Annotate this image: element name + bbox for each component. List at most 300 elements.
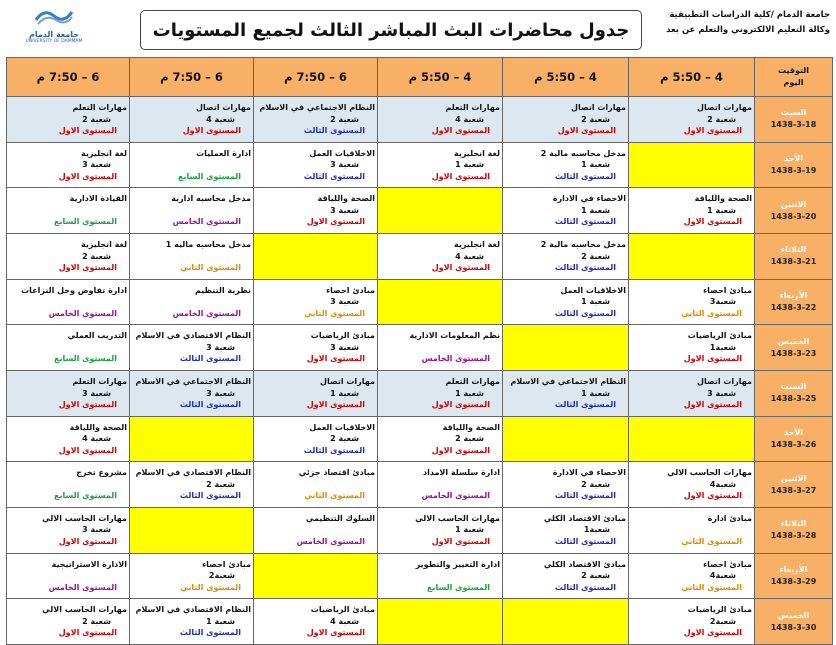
level-label: المستوى الاول	[683, 126, 742, 136]
day-date: 1438-3-27	[770, 485, 817, 495]
table-row	[7, 279, 833, 325]
day-date: 1438-3-23	[770, 348, 817, 358]
lecture-cell	[7, 97, 130, 143]
day-date: 1438-3-29	[770, 576, 817, 586]
corner-header	[755, 58, 833, 97]
level-label: المستوى الاول	[431, 445, 490, 455]
course-name: السلوك التنظيمي	[305, 513, 375, 523]
corner-time-label: التوقيت	[778, 66, 809, 75]
course-name: الادارة الاستراتيجية	[51, 559, 127, 569]
lecture-cell	[130, 553, 254, 599]
day-cell	[755, 233, 833, 279]
course-name: مهارات اتصال	[571, 103, 626, 113]
empty-slot	[503, 416, 629, 462]
lecture-cell	[503, 553, 629, 599]
level-label: المستوى الاول	[683, 217, 742, 227]
time-header: 6 – 7:50 م	[7, 58, 130, 97]
section-number	[9, 479, 127, 491]
level-label: المستوى الثالث	[554, 536, 616, 546]
level-label: المستوى الخامس	[48, 582, 117, 592]
level-label: المستوى الخامس	[48, 308, 117, 318]
day-name: الأربعاء	[779, 564, 808, 574]
course-name: ادارة سلسلة الامداد	[423, 468, 500, 478]
table-row	[7, 599, 833, 645]
lecture-cell	[7, 142, 130, 188]
time-header: 6 – 7:50 م	[254, 58, 378, 97]
lecture-cell	[629, 325, 755, 371]
course-name: مبادئ الرياضيات	[310, 331, 375, 341]
course-name: نظرية التنظيم	[194, 285, 251, 295]
day-cell	[755, 462, 833, 508]
level-label: المستوى الثالث	[554, 217, 616, 227]
lecture-cell	[503, 279, 629, 325]
level-label: المستوى الثاني	[681, 308, 742, 318]
lecture-cell	[629, 188, 755, 234]
course-name: الصحة واللياقة	[69, 422, 127, 432]
course-name: مدخل محاسبه ماليه 1	[165, 240, 251, 250]
lecture-cell	[7, 462, 130, 508]
lecture-cell	[503, 188, 629, 234]
level-label: المستوى الاول	[306, 628, 365, 638]
section-number: شعبة 2	[707, 114, 736, 124]
course-name: لغة انجليزية	[80, 240, 127, 250]
level-label: المستوى الثالث	[554, 171, 616, 181]
logo-wave-icon	[34, 6, 74, 26]
day-name: الثلاثاء	[780, 245, 807, 255]
course-name: مدخل محاسبه مالية 2	[540, 148, 626, 158]
course-name: مبادئ احصاء	[326, 285, 375, 295]
day-name: الأربعاء	[779, 290, 808, 300]
time-header: 4 – 5:50 م	[503, 58, 629, 97]
course-name: النظام الاجتماعي في الاسلام	[259, 103, 375, 113]
logo-text: جامعة الدمام	[28, 30, 80, 39]
section-number: شعبة 2	[330, 434, 359, 444]
level-label: المستوى الاول	[58, 126, 117, 136]
table-row	[7, 553, 833, 599]
lecture-cell	[378, 462, 503, 508]
level-label: المستوى الاول	[431, 536, 490, 546]
lecture-cell	[629, 370, 755, 416]
section-number: شعبة 1	[455, 388, 484, 398]
lecture-cell	[7, 507, 130, 553]
section-number: شعبة4	[709, 479, 736, 489]
level-label: المستوى الثالث	[554, 308, 616, 318]
course-name: مهارات اتصال	[697, 103, 752, 113]
course-name: مهارات التعلم	[72, 377, 127, 387]
level-label: المستوى الخامس	[421, 354, 490, 364]
lecture-cell	[130, 325, 254, 371]
section-number: شعبة 3	[82, 525, 111, 535]
level-label: المستوى الثاني	[304, 491, 365, 501]
institution-line-1: جامعة الدمام /كلية الدراسات التطبيقية	[669, 10, 830, 20]
course-name: مدخل محاسبه مالية 2	[540, 240, 626, 250]
lecture-cell	[629, 507, 755, 553]
day-cell	[755, 279, 833, 325]
empty-slot	[629, 416, 755, 462]
lecture-cell	[130, 370, 254, 416]
section-number	[380, 479, 500, 491]
lecture-cell	[254, 370, 378, 416]
section-number: شعبة 4	[82, 434, 111, 444]
university-logo	[18, 6, 90, 46]
section-number: شعبة 2	[455, 434, 484, 444]
section-number: شعبة 4	[455, 251, 484, 261]
level-label: المستوى الثاني	[304, 308, 365, 318]
course-name: لغة انجليزية	[80, 148, 127, 158]
lecture-cell	[254, 462, 378, 508]
course-name: مهارات اتصال	[697, 377, 752, 387]
lecture-cell	[629, 553, 755, 599]
empty-slot	[629, 233, 755, 279]
course-name: مهارات الحاسب الالي	[415, 513, 500, 523]
course-name: مهارات اتصال	[196, 103, 251, 113]
level-label: المستوى الاول	[58, 628, 117, 638]
level-label: المستوى الثالث	[303, 126, 365, 136]
corner-day-label: اليوم	[783, 78, 804, 87]
section-number: شعبة 2	[82, 114, 111, 124]
lecture-cell	[254, 97, 378, 143]
level-label: المستوى السابع	[53, 217, 117, 227]
section-number: شعبة1	[709, 342, 736, 352]
table-row	[7, 416, 833, 462]
lecture-cell	[503, 233, 629, 279]
level-label: المستوى الاول	[58, 400, 117, 410]
level-label: المستوى الخامس	[296, 536, 365, 546]
lecture-cell	[130, 462, 254, 508]
level-label: المستوى الاول	[683, 491, 742, 501]
lecture-cell	[7, 370, 130, 416]
section-number	[9, 342, 127, 354]
section-number: شعبة 1	[581, 160, 610, 170]
course-name: الاحصاء في الادارة	[552, 194, 626, 204]
section-number	[380, 570, 500, 582]
day-date: 1438-3-22	[770, 302, 817, 312]
lecture-cell	[130, 142, 254, 188]
section-number: شعبة 3	[330, 342, 359, 352]
lecture-cell	[254, 325, 378, 371]
empty-slot	[254, 553, 378, 599]
lecture-cell	[378, 325, 503, 371]
section-number: شعبة 2	[82, 251, 111, 261]
empty-slot	[503, 599, 629, 645]
day-name: الخميس	[777, 610, 810, 620]
empty-slot	[503, 325, 629, 371]
section-number	[132, 296, 251, 308]
section-number: شعبة3	[709, 297, 736, 307]
course-name: ادارة تفاوض وحل النزاعات	[21, 285, 127, 295]
level-label: المستوى الثالث	[554, 400, 616, 410]
level-label: المستوى الاول	[683, 628, 742, 638]
empty-slot	[254, 233, 378, 279]
lecture-cell	[503, 507, 629, 553]
section-number: شعبة 4	[455, 114, 484, 124]
day-cell	[755, 507, 833, 553]
level-label: المستوى الاول	[431, 400, 490, 410]
lecture-cell	[7, 233, 130, 279]
lecture-cell	[130, 279, 254, 325]
section-number: شعبة 2	[581, 571, 610, 581]
level-label: المستوى الثالث	[303, 171, 365, 181]
course-name: مبادئ ادارة	[707, 513, 752, 523]
level-label: المستوى الخامس	[172, 308, 241, 318]
course-name: لغة انجليزية	[453, 148, 500, 158]
section-number: شعبة 3	[330, 205, 359, 215]
level-label: المستوى الثاني	[180, 582, 241, 592]
course-name: مبادئ احصاء	[703, 559, 752, 569]
course-name: الصحة واللياقة	[317, 194, 375, 204]
section-number: شعبة 2	[581, 114, 610, 124]
day-name: الاثنين	[780, 199, 807, 209]
day-cell	[755, 97, 833, 143]
lecture-cell	[7, 325, 130, 371]
day-name: السبت	[780, 108, 807, 118]
day-date: 1438-3-20	[770, 211, 817, 221]
course-name: الاخلاقيات العمل	[560, 285, 626, 295]
empty-slot	[130, 416, 254, 462]
lecture-cell	[629, 279, 755, 325]
lecture-cell	[130, 233, 254, 279]
level-label: المستوى الثالث	[554, 582, 616, 592]
lecture-cell	[254, 188, 378, 234]
lecture-cell	[130, 599, 254, 645]
logo-subtext: UNIVERSITY OF DAMMAM	[25, 39, 83, 44]
course-name: مبادئ الاقتصاد الكلي	[543, 513, 626, 523]
level-label: المستوى الاول	[683, 354, 742, 364]
lecture-cell	[503, 142, 629, 188]
section-number: شعبة 3	[707, 388, 736, 398]
section-number: شعبة 4	[206, 114, 235, 124]
section-number: شعبة2	[709, 616, 736, 626]
level-label: المستوى الاول	[58, 445, 117, 455]
day-cell	[755, 188, 833, 234]
lecture-cell	[378, 416, 503, 462]
level-label: المستوى السابع	[177, 171, 241, 181]
level-label: المستوى الاول	[306, 354, 365, 364]
level-label: المستوى الثالث	[554, 491, 616, 501]
level-label: المستوى الثالث	[179, 400, 241, 410]
lecture-cell	[378, 370, 503, 416]
day-date: 1438-3-21	[770, 257, 817, 267]
level-label: المستوى الثاني	[681, 536, 742, 546]
section-number: شعبة 2	[581, 479, 610, 489]
section-number: شعبة 3	[206, 342, 235, 352]
section-number	[256, 479, 375, 491]
course-name: التدريب العملي	[67, 331, 127, 341]
course-name: مبادئ الاقتصاد الكلي	[543, 559, 626, 569]
day-name: الثلاثاء	[780, 519, 807, 529]
day-date: 1438-3-26	[770, 439, 817, 449]
course-name: نظم المعلومات الادارية	[409, 331, 500, 341]
section-number: شعبة 2	[82, 616, 111, 626]
section-number	[132, 251, 251, 263]
level-label: المستوى الثالث	[554, 263, 616, 273]
day-name: الخميس	[777, 336, 810, 346]
course-name: مبادئ الرياضيات	[687, 605, 752, 615]
day-date: 1438-3-30	[770, 622, 817, 632]
course-name: الاخلاقيات العمل	[309, 422, 375, 432]
time-header: 4 – 5:50 م	[378, 58, 503, 97]
empty-slot	[130, 507, 254, 553]
table-row	[7, 325, 833, 371]
lecture-cell	[503, 97, 629, 143]
level-label: المستوى الثالث	[303, 445, 365, 455]
section-number	[380, 342, 500, 354]
lecture-cell	[7, 599, 130, 645]
section-number: شعبة 1	[206, 616, 235, 626]
section-number	[256, 524, 375, 536]
lecture-cell	[254, 507, 378, 553]
empty-slot	[629, 142, 755, 188]
day-cell	[755, 416, 833, 462]
section-number: شعبة 1	[581, 297, 610, 307]
level-label: المستوى الثالث	[179, 628, 241, 638]
schedule-body	[7, 97, 833, 645]
section-number: شعبة 1	[455, 525, 484, 535]
institution-info	[654, 8, 830, 38]
section-number: شعبة 1	[707, 205, 736, 215]
section-number	[9, 205, 127, 217]
course-name: مهارات اتصال	[320, 377, 375, 387]
section-number	[132, 159, 251, 171]
course-name: مهارات التعلم	[72, 103, 127, 113]
level-label: المستوى الاول	[182, 126, 241, 136]
level-label: المستوى الخامس	[172, 217, 241, 227]
section-number	[9, 296, 127, 308]
level-label: المستوى الثالث	[179, 354, 241, 364]
level-label: المستوى الاول	[683, 400, 742, 410]
lecture-cell	[254, 416, 378, 462]
course-name: الاحصاء في الادارة	[552, 468, 626, 478]
level-label: المستوى الاول	[306, 400, 365, 410]
lecture-cell	[629, 97, 755, 143]
lecture-cell	[378, 507, 503, 553]
course-name: ادارة العمليات	[196, 148, 251, 158]
course-name: الاخلاقيات العمل	[309, 148, 375, 158]
section-number: شعبة 1	[581, 388, 610, 398]
lecture-cell	[130, 188, 254, 234]
section-number: شعبة 3	[206, 388, 235, 398]
level-label: المستوى الخامس	[421, 491, 490, 501]
institution-line-2: وكالة التعليم الالكتروني والتعلم عن بعد	[666, 25, 830, 35]
day-name: الأحد	[783, 427, 804, 437]
section-number: شعبة2	[208, 571, 235, 581]
level-label: المستوى السابع	[426, 582, 490, 592]
section-number: شعبة 2	[581, 251, 610, 261]
day-cell	[755, 553, 833, 599]
level-label: المستوى الاول	[431, 263, 490, 273]
lecture-cell	[7, 416, 130, 462]
course-name: النظام الاقتصادي في الاسلام	[135, 331, 251, 341]
level-label: المستوى السابع	[53, 491, 117, 501]
course-name: مبادئ الرياضيات	[687, 331, 752, 341]
course-name: الصحة واللياقة	[694, 194, 752, 204]
course-name: مهارات التعلم	[445, 103, 500, 113]
section-number	[631, 524, 752, 536]
lecture-cell	[254, 142, 378, 188]
level-label: المستوى الاول	[58, 263, 117, 273]
level-label: المستوى الاول	[431, 171, 490, 181]
empty-slot	[378, 279, 503, 325]
day-cell	[755, 325, 833, 371]
section-number: شعبة 1	[455, 160, 484, 170]
level-label: المستوى الاول	[58, 536, 117, 546]
course-name: مهارات التعلم	[445, 377, 500, 387]
schedule-table	[6, 57, 833, 645]
level-label: المستوى الثاني	[180, 263, 241, 273]
lecture-cell	[503, 370, 629, 416]
course-name: مبادئ احصاء	[703, 285, 752, 295]
day-name: الاثنين	[780, 473, 807, 483]
course-name: لغة انجليزية	[453, 240, 500, 250]
level-label: المستوى الاول	[431, 126, 490, 136]
section-number: شعبة 2	[330, 114, 359, 124]
section-number	[132, 205, 251, 217]
day-name: السبت	[780, 382, 807, 392]
course-name: مهارات الحاسب الالي	[42, 513, 127, 523]
lecture-cell	[503, 462, 629, 508]
header-row	[7, 58, 833, 97]
lecture-cell	[378, 97, 503, 143]
section-number: شعبة 1	[581, 205, 610, 215]
course-name: مدخل محاسبه ادارية	[171, 194, 251, 204]
lecture-cell	[629, 599, 755, 645]
section-number: شعبة4	[709, 571, 736, 581]
lecture-cell	[254, 279, 378, 325]
table-row	[7, 142, 833, 188]
table-row	[7, 97, 833, 143]
section-number: شعبة 1	[330, 388, 359, 398]
course-name: مشروع تخرج	[76, 468, 127, 478]
level-label: المستوى الاول	[58, 171, 117, 181]
level-label: المستوى الثاني	[681, 582, 742, 592]
course-name: مهارات الحاسب الالي	[667, 468, 752, 478]
lecture-cell	[7, 553, 130, 599]
course-name: مبادئ احصاء	[202, 559, 251, 569]
page-title: جدول محاضرات البث المباشر الثالث لجميع المستويات	[140, 10, 642, 50]
table-row	[7, 188, 833, 234]
level-label: المستوى الاول	[557, 126, 616, 136]
course-name: مبادئ الرياضيات	[310, 605, 375, 615]
course-name: ادارة التغيير والتطوير	[415, 559, 500, 569]
course-name: مهارات الحاسب الالي	[42, 605, 127, 615]
day-date: 1438-3-28	[770, 531, 817, 541]
section-number: شعبة 4	[330, 616, 359, 626]
level-label: المستوى السابع	[53, 354, 117, 364]
day-name: الأحد	[783, 153, 804, 163]
course-name: مبادئ اقتصاد جزئي	[298, 468, 375, 478]
section-number: شعبة 3	[82, 388, 111, 398]
section-number: شعبة 3	[330, 160, 359, 170]
course-name: الصحة واللياقة	[442, 422, 500, 432]
table-row	[7, 462, 833, 508]
lecture-cell	[378, 233, 503, 279]
course-name: القيادة الادارية	[69, 194, 127, 204]
lecture-cell	[254, 599, 378, 645]
day-date: 1438-3-25	[770, 394, 817, 404]
table-row	[7, 370, 833, 416]
lecture-cell	[629, 462, 755, 508]
section-number: شعبة1	[583, 525, 610, 535]
lecture-cell	[378, 553, 503, 599]
day-date: 1438-3-19	[770, 165, 817, 175]
section-number: شعبة 3	[82, 160, 111, 170]
time-header: 4 – 5:50 م	[629, 58, 755, 97]
level-label: المستوى الاول	[306, 217, 365, 227]
lecture-cell	[7, 279, 130, 325]
lecture-cell	[7, 188, 130, 234]
lecture-cell	[378, 142, 503, 188]
table-row	[7, 507, 833, 553]
